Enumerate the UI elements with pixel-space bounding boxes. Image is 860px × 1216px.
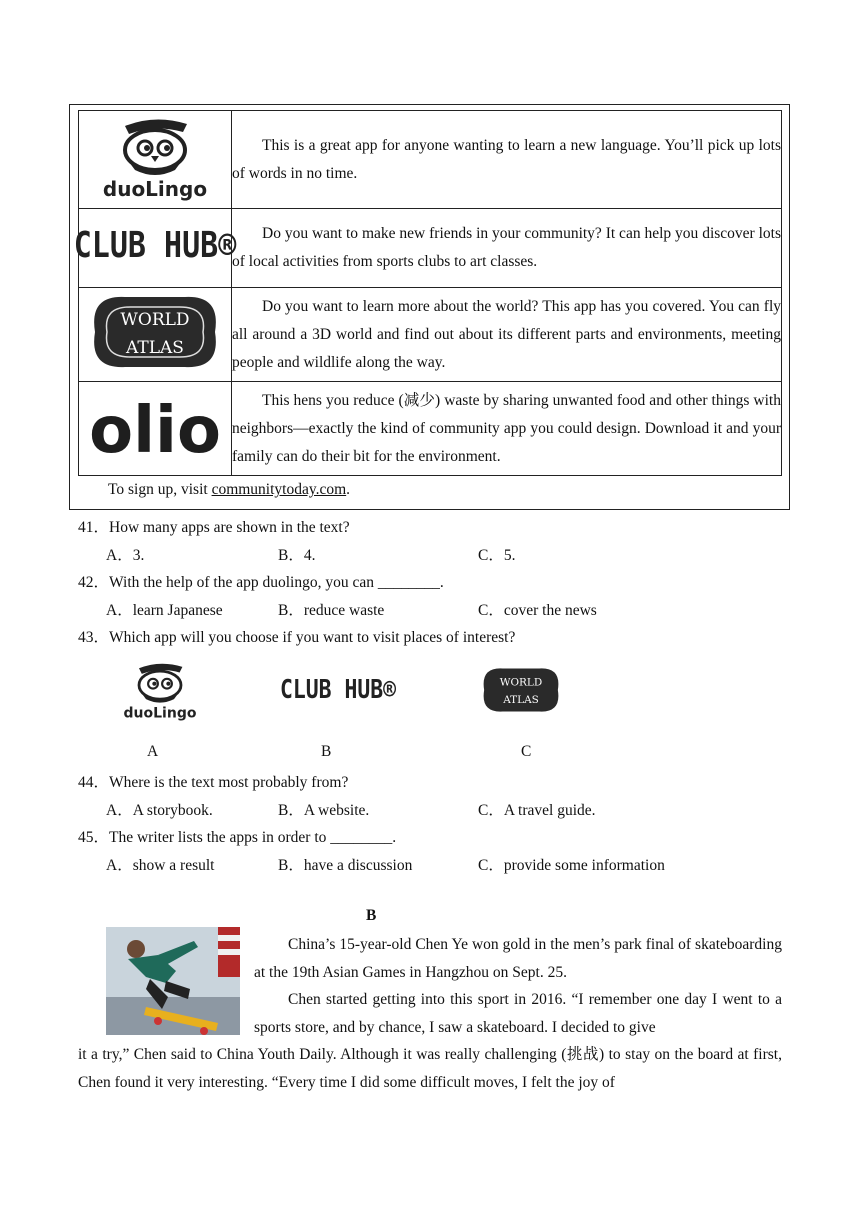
- app-row-club-hub: [79, 209, 782, 288]
- svg-text:duoLingo: duoLingo: [123, 705, 197, 722]
- olio-logo-icon: [85, 386, 225, 466]
- q43-label-c: C: [521, 743, 532, 760]
- q43-image-a-owl-icon: [118, 655, 202, 725]
- article-paragraph-1: China’s 15-year-old Chen Ye won gold in the men’s park final of skateboarding at the 19th Asian Games in Hangzhou on Sept. 25.: [254, 936, 782, 981]
- svg-text:CLUB HUB®: CLUB HUB®: [279, 673, 397, 705]
- q45-option-b: B．have a discussion: [278, 857, 413, 874]
- question-43: 43．Which app will you choose if you want to visit places of interest?: [78, 629, 516, 646]
- svg-text:ATLAS: ATLAS: [126, 338, 184, 358]
- question-41: 41．How many apps are shown in the text?: [78, 519, 350, 536]
- svg-text:olio: olio: [89, 394, 221, 468]
- article-paragraph-2-start: Chen started getting into this sport in 2016. “I remember one day I went to a sports store, and by chance, I saw a skateboard. I decided to give: [254, 991, 782, 1036]
- section-b-heading: B: [366, 907, 377, 924]
- world-atlas-logo: [79, 288, 232, 382]
- q42-option-c: C．cover the news: [478, 602, 597, 619]
- q44-option-a: A．A storybook.: [106, 802, 213, 819]
- signup-prefix: To sign up, visit: [108, 481, 212, 498]
- signup-link[interactable]: communitytoday.com: [211, 481, 347, 498]
- duolingo-logo: [79, 111, 232, 209]
- duolingo-description: This is a great app for anyone wanting to learn a new language. You’ll pick up lots of words in no time.: [232, 111, 782, 209]
- svg-text:WORLD: WORLD: [120, 310, 190, 330]
- app-table: [73, 110, 782, 476]
- q41-option-a: A．3.: [106, 547, 145, 564]
- question-44: 44．Where is the text most probably from?: [78, 774, 349, 791]
- club-hub-logo: [73, 209, 237, 288]
- q42-option-b: B．reduce waste: [278, 602, 385, 619]
- q44-option-c: C．A travel guide.: [478, 802, 596, 819]
- app-row-olio: [79, 382, 782, 476]
- skateboarder-photo: [106, 927, 240, 1035]
- q43-image-c-world-atlas-icon: [478, 662, 564, 718]
- q43-label-a: A: [147, 743, 159, 760]
- q42-option-a: A．learn Japanese: [106, 602, 223, 619]
- app-row-world-atlas: [79, 288, 782, 382]
- q44-option-b: B．A website.: [278, 802, 370, 819]
- app-row-duolingo: [79, 111, 782, 209]
- question-42: 42．With the help of the app duolingo, you can ________.: [78, 574, 444, 591]
- club-hub-logo-icon: [73, 221, 237, 271]
- world-atlas-logo-icon: [85, 289, 225, 375]
- q43-image-b-club-hub-icon: [279, 670, 397, 710]
- world-atlas-description: Do you want to learn more about the world? This app has you covered. You can fly all around a 3D world and find out about its different parts and environments, meeting people and wildlife along the way.: [232, 288, 782, 382]
- olio-logo: [79, 382, 232, 476]
- svg-text:CLUB HUB®: CLUB HUB®: [73, 222, 237, 266]
- q41-option-b: B．4.: [278, 547, 316, 564]
- signup-line: [108, 481, 350, 499]
- svg-text:WORLD: WORLD: [499, 676, 543, 689]
- q41-option-c: C．5.: [478, 547, 516, 564]
- svg-text:ATLAS: ATLAS: [503, 693, 539, 706]
- article-paragraph-2-rest: it a try,” Chen said to China Youth Daily. Although it was really challenging (挑战) to stay on the board at first, Chen found it very interesting. “Every time I did some difficult moves, I felt the joy of: [78, 1046, 782, 1091]
- signup-suffix: .: [346, 481, 351, 498]
- club-hub-description: Do you want to make new friends in your community? It can help you discover lots of local activities from sports clubs to art classes.: [232, 209, 782, 288]
- q43-label-b: B: [321, 743, 332, 760]
- olio-description: This hens you reduce (减少) waste by sharing unwanted food and other things with neighbors—exactly the kind of community app you could design. Download it and your family can do their bit for the environment.: [232, 382, 782, 476]
- svg-text:duoLingo: duoLingo: [102, 177, 208, 201]
- q45-option-a: A．show a result: [106, 857, 215, 874]
- question-45: 45．The writer lists the apps in order to ________.: [78, 829, 397, 846]
- q45-option-c: C．provide some information: [478, 857, 665, 874]
- owl-logo-icon: [95, 112, 215, 202]
